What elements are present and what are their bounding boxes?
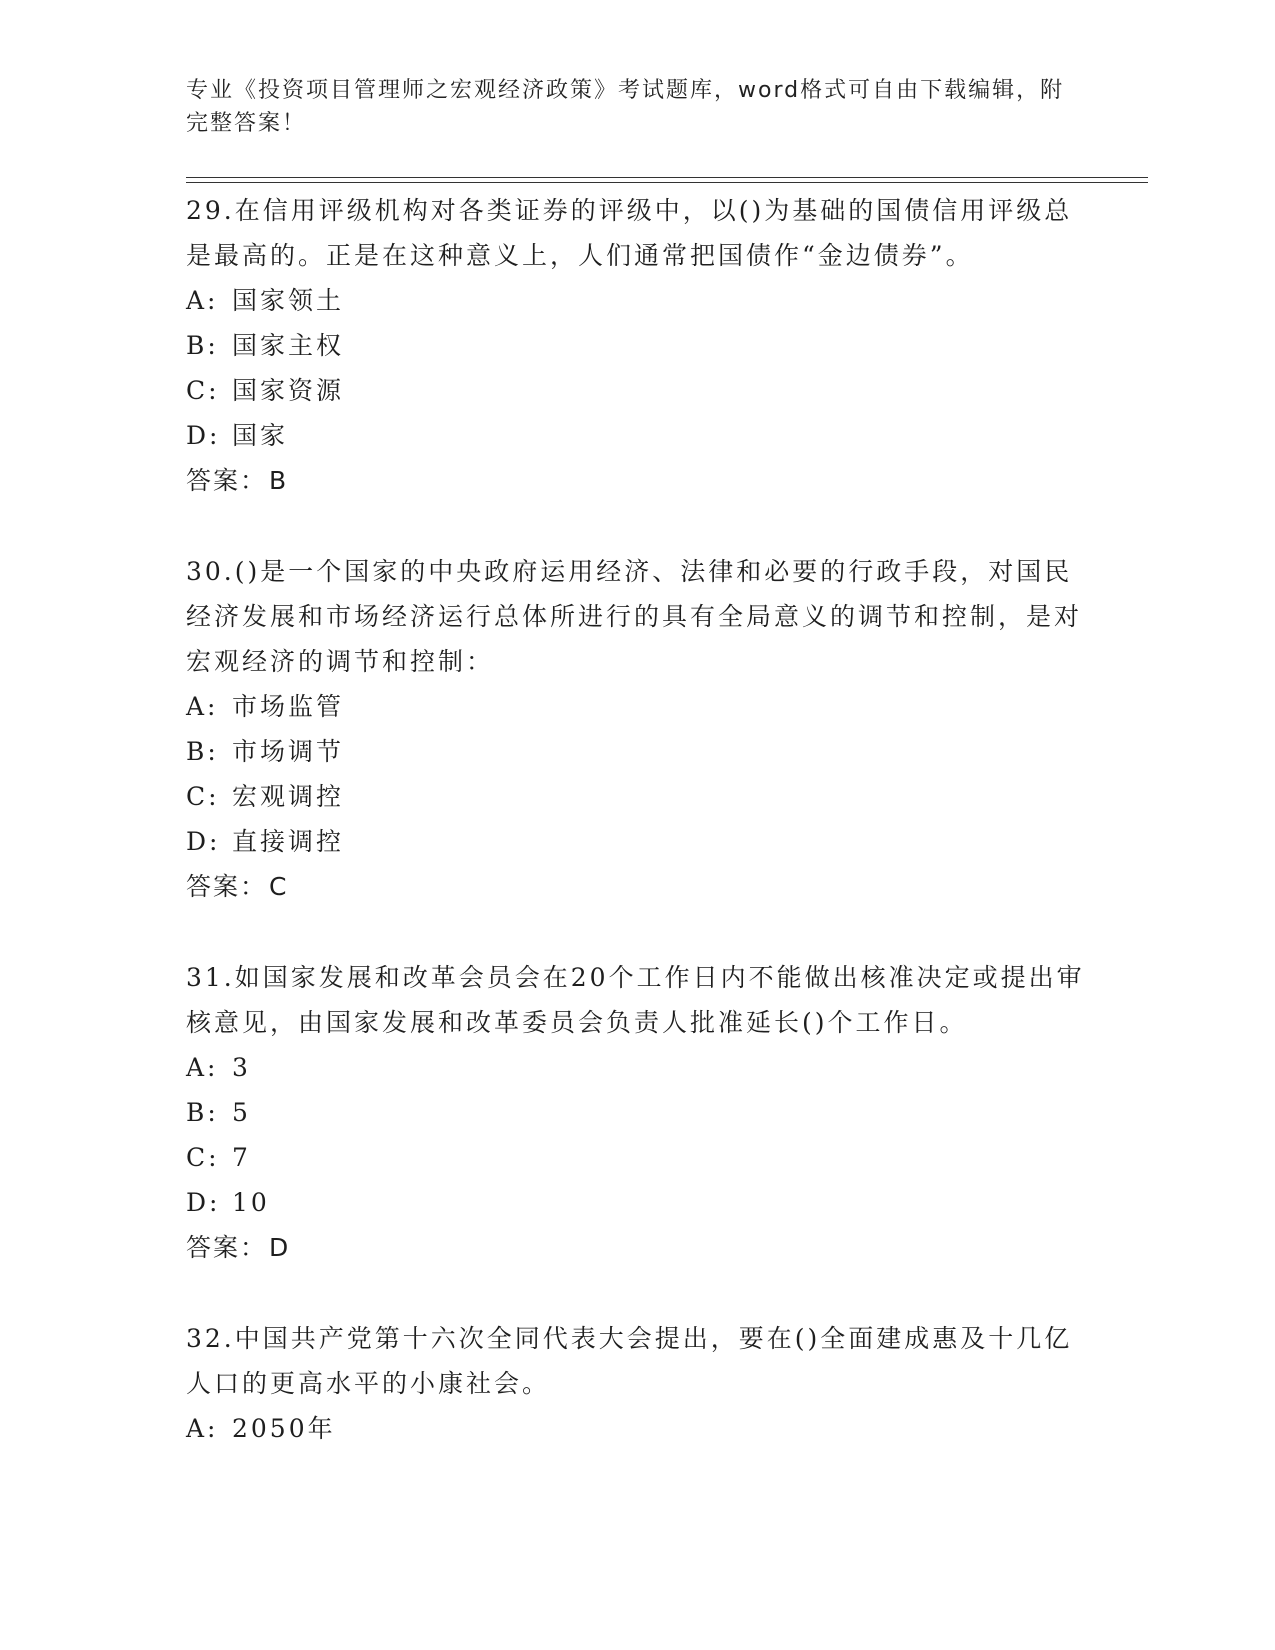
option-text: 国家资源 <box>232 376 345 405</box>
document-header: 专业《投资项目管理师之宏观经济政策》考试题库，word格式可自由下载编辑，附完整答案！ <box>186 78 1065 136</box>
answer-value: C <box>269 872 289 901</box>
option-b <box>186 1090 1086 1135</box>
option-c <box>186 368 1086 413</box>
option-text: 2050年 <box>232 1414 336 1443</box>
option-letter: C: <box>186 1143 220 1172</box>
header-rule-top <box>186 177 1148 178</box>
option-b <box>186 729 1086 774</box>
option-d <box>186 1180 1086 1225</box>
answer-line <box>186 1225 1086 1270</box>
answer-label: 答案： <box>186 466 268 495</box>
option-letter: D: <box>186 1188 221 1217</box>
option-a <box>186 1045 1086 1090</box>
question-32 <box>186 1316 1086 1451</box>
answer-line <box>186 458 1086 503</box>
option-d <box>186 413 1086 458</box>
option-text: 10 <box>232 1188 270 1217</box>
answer-value: B <box>269 466 289 495</box>
question-text: 30.()是一个国家的中央政府运用经济、法律和必要的行政手段，对国民经济发展和市场经济运行总体所进行的具有全局意义的调节和控制，是对宏观经济的调节和控制： <box>186 557 1083 676</box>
option-text: 国家 <box>232 421 289 450</box>
option-letter: C: <box>186 376 220 405</box>
option-c <box>186 774 1086 819</box>
option-letter: C: <box>186 782 220 811</box>
option-text: 市场监管 <box>232 692 345 721</box>
answer-label: 答案： <box>186 872 268 901</box>
answer-label: 答案： <box>186 1233 268 1262</box>
header-rule-bottom <box>186 182 1148 183</box>
question-text: 29.在信用评级机构对各类证券的评级中，以()为基础的国债信用评级总是最高的。正是在这种意义上，人们通常把国债作“金边债券”。 <box>186 196 1073 270</box>
answer-line <box>186 864 1086 909</box>
option-letter: B: <box>186 737 219 766</box>
option-text: 5 <box>232 1098 251 1127</box>
question-text: 31.如国家发展和改革会员会在20个工作日内不能做出核准决定或提出审核意见，由国家发展和改革委员会负责人批准延长()个工作日。 <box>186 963 1085 1037</box>
option-letter: A: <box>186 1053 219 1082</box>
option-text: 直接调控 <box>232 827 345 856</box>
option-text: 7 <box>232 1143 251 1172</box>
option-letter: A: <box>186 286 219 315</box>
option-text: 市场调节 <box>232 737 345 766</box>
option-letter: B: <box>186 331 219 360</box>
question-30 <box>186 549 1086 909</box>
option-text: 宏观调控 <box>232 782 345 811</box>
option-letter: A: <box>186 1414 219 1443</box>
option-d <box>186 819 1086 864</box>
option-text: 3 <box>232 1053 251 1082</box>
option-letter: A: <box>186 692 219 721</box>
question-29 <box>186 188 1086 503</box>
option-letter: D: <box>186 827 221 856</box>
option-b <box>186 323 1086 368</box>
option-a <box>186 1406 1086 1451</box>
option-letter: D: <box>186 421 221 450</box>
question-text: 32.中国共产党第十六次全同代表大会提出，要在()全面建成惠及十几亿人口的更高水平的小康社会。 <box>186 1324 1073 1398</box>
option-letter: B: <box>186 1098 219 1127</box>
option-c <box>186 1135 1086 1180</box>
option-a <box>186 684 1086 729</box>
question-31 <box>186 955 1086 1270</box>
question-list <box>186 188 1086 1451</box>
answer-value: D <box>269 1233 291 1262</box>
option-a <box>186 278 1086 323</box>
option-text: 国家主权 <box>232 331 345 360</box>
option-text: 国家领土 <box>232 286 345 315</box>
